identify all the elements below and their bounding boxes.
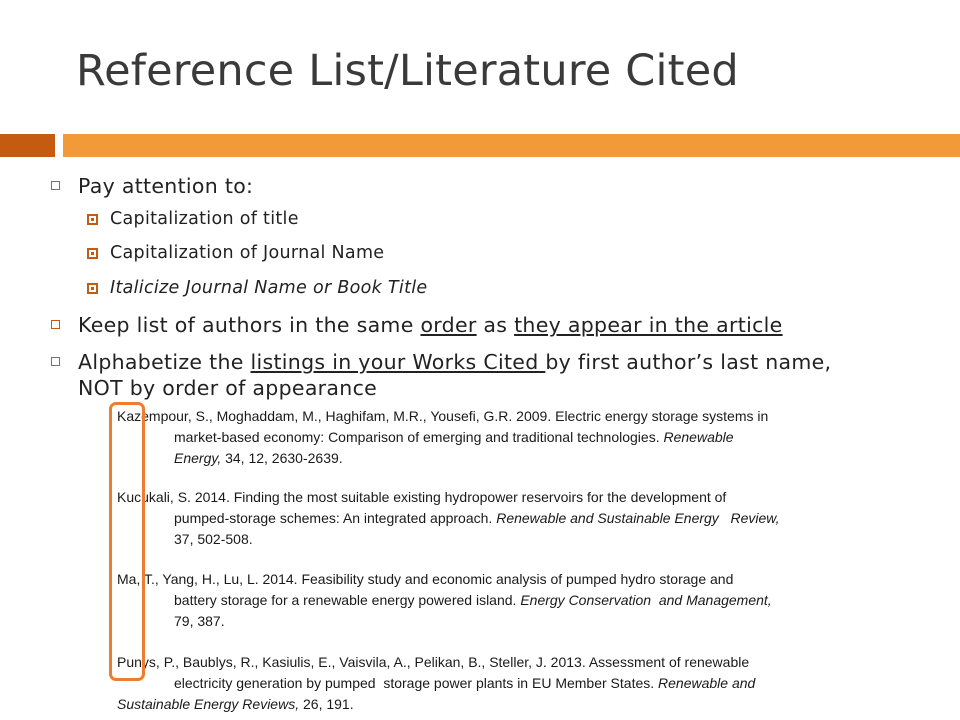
- accent-bar-light: [63, 134, 960, 157]
- bullet-text: [51, 312, 783, 338]
- underlined-text: listings in your Works Cited: [250, 350, 546, 374]
- sub-bullet-text: Capitalization of title: [110, 209, 299, 229]
- square-bullet-icon: [87, 214, 98, 225]
- journal-name: Energy,: [174, 450, 222, 466]
- text-run: electricity generation by pumped storage power plants in EU Member States.: [174, 675, 659, 691]
- sub-bullet-text: Italicize Journal Name or Book Title: [110, 278, 428, 298]
- text-run: by first author’s last name,: [545, 350, 832, 374]
- sub-bullet-capitalization-title: [87, 208, 299, 230]
- reference-line: Kucukali, S. 2014. Finding the most suitable existing hydropower reservoirs for the development of: [117, 489, 727, 505]
- text-run: 34, 12, 2630-2639.: [221, 450, 343, 466]
- bullet-pay-attention: [51, 173, 253, 199]
- text-run: market-based economy: Comparison of emerging and traditional technologies.: [174, 429, 664, 445]
- bullet-text: Pay attention to:: [78, 174, 254, 198]
- sub-bullet-italicize: [87, 277, 427, 299]
- text-run: Keep list of authors in the same: [78, 313, 421, 337]
- reference-entry: [117, 569, 817, 632]
- journal-name: Renewable and Sustainable Energy Review,: [496, 510, 780, 526]
- text-run: as: [476, 313, 515, 337]
- reference-line: [117, 673, 817, 694]
- journal-name: Renewable and: [658, 675, 756, 691]
- text-run: pumped-storage schemes: An integrated approach.: [174, 510, 497, 526]
- underlined-text: they appear in the article: [514, 313, 783, 337]
- square-bullet-icon: [87, 248, 98, 259]
- journal-name: Renewable: [663, 429, 734, 445]
- reference-line: Ma, T., Yang, H., Lu, L. 2014. Feasibility study and economic analysis of pumped hydro storage and: [117, 571, 734, 587]
- sub-bullet-text: Capitalization of Journal Name: [110, 243, 385, 263]
- journal-name: Energy Conservation and Management,: [520, 592, 772, 608]
- hollow-square-bullet-icon: [51, 357, 60, 366]
- reference-line: [117, 590, 817, 611]
- reference-line: [117, 448, 817, 469]
- accent-bar-dark: [0, 134, 55, 157]
- text-run: 26, 191.: [299, 696, 354, 712]
- hollow-square-bullet-icon: [51, 320, 60, 329]
- reference-line: Kazempour, S., Moghaddam, M., Haghifam, M.R., Yousefi, G.R. 2009. Electric energy storage systems in: [117, 408, 769, 424]
- reference-entry: [117, 406, 817, 469]
- bullet-text: [51, 349, 831, 401]
- text-run: battery storage for a renewable energy powered island.: [174, 592, 521, 608]
- journal-name: Sustainable Energy Reviews,: [117, 696, 300, 712]
- reference-line: Punys, P., Baublys, R., Kasiulis, E., Vaisvila, A., Pelikan, B., Steller, J. 2013. Assessment of renewable: [117, 654, 750, 670]
- sub-bullet-capitalization-journal: [87, 242, 384, 264]
- bullet-alphabetize: [51, 349, 831, 401]
- square-bullet-icon: [87, 283, 98, 294]
- reference-line: [117, 694, 817, 715]
- underlined-text: order: [420, 313, 477, 337]
- hollow-square-bullet-icon: [51, 181, 60, 190]
- reference-entry: [117, 652, 817, 715]
- reference-line: [117, 508, 817, 529]
- reference-line: 37, 502-508.: [174, 531, 253, 547]
- reference-line: [117, 427, 817, 448]
- bullet-keep-list: [51, 312, 783, 338]
- text-run: NOT by order of appearance: [78, 376, 378, 400]
- reference-line: 79, 387.: [174, 613, 225, 629]
- reference-entry: [117, 487, 817, 550]
- text-run: Alphabetize the: [78, 350, 251, 374]
- first-letter-highlight-box: [109, 402, 145, 681]
- slide-title: Reference List/Literature Cited: [76, 46, 739, 96]
